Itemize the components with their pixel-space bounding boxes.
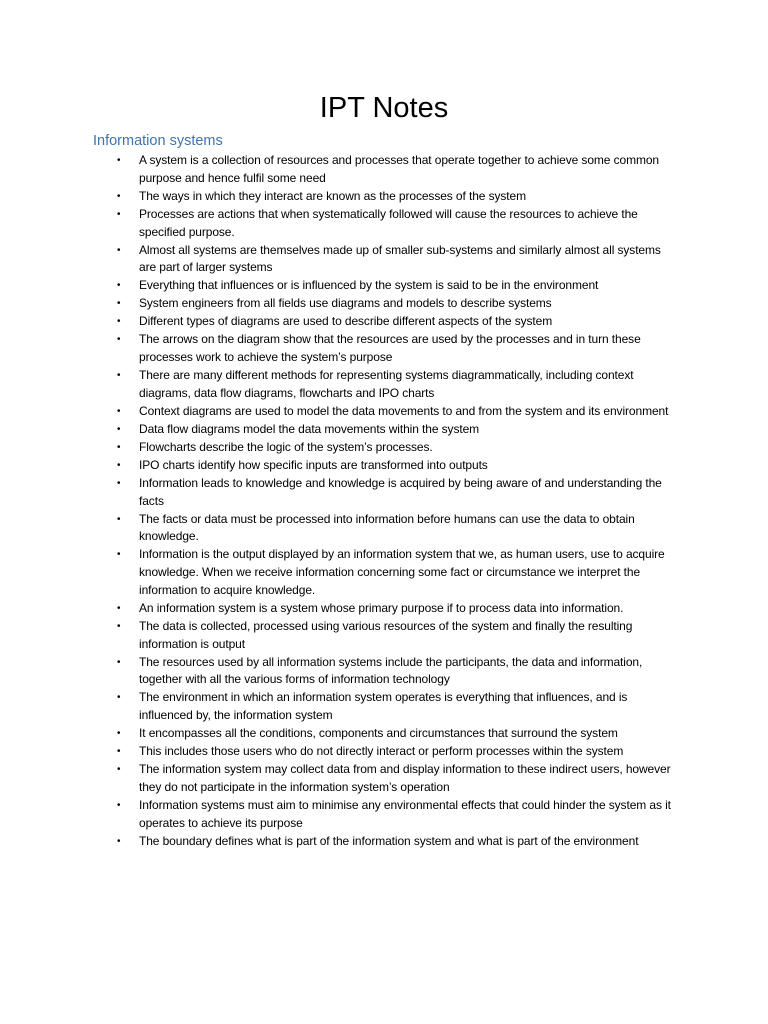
list-item-text: The boundary defines what is part of the information system and what is part of the environment [139,833,639,848]
list-item [0,277,768,295]
list-item-text: Processes are actions that when systematically followed will cause the resources to achieve the specified purpose. [139,206,638,239]
list-item [0,152,768,188]
list-item [0,475,768,511]
list-item-text: System engineers from all fields use diagrams and models to describe systems [139,296,552,311]
bullet-icon: • [117,280,121,292]
list-item [0,761,768,797]
bullet-icon: • [117,370,121,382]
list-item-text: This includes those users who do not directly interact or perform processes within the system [139,744,624,759]
bullet-icon: • [117,692,121,704]
list-item [0,188,768,206]
list-item [0,833,768,851]
list-item-text: It encompasses all the conditions, components and circumstances that surround the system [139,726,618,741]
list-item-text: IPO charts identify how specific inputs are transformed into outputs [139,457,488,472]
notes-list [0,152,768,851]
bullet-icon: • [117,477,121,489]
list-item [0,743,768,761]
bullet-icon: • [117,620,121,632]
list-item [0,439,768,457]
list-item-text: Flowcharts describe the logic of the system’s processes. [139,439,433,454]
list-item [0,403,768,421]
bullet-icon: • [117,208,121,220]
list-item-text: The data is collected, processed using various resources of the system and finally the resulting information is output [139,618,633,651]
bullet-icon: • [117,155,121,166]
list-item [0,618,768,654]
list-item-text: The ways in which they interact are known as the processes of the system [139,188,526,203]
list-item-text: A system is a collection of resources and processes that operate together to achieve some common purpose and hence fulfil some need [139,153,660,185]
bullet-icon: • [117,602,121,614]
list-item [0,457,768,475]
list-item [0,600,768,618]
list-item-text: The resources used by all information systems include the participants, the data and information, together with all the various forms of information technology [139,654,643,687]
bullet-icon: • [117,746,121,758]
list-item-text: Context diagrams are used to model the data movements to and from the system and its environment [139,403,669,418]
list-item [0,654,768,690]
section-heading: Information systems [93,133,223,149]
list-item [0,242,768,278]
list-item [0,546,768,599]
list-item-text: Data flow diagrams model the data movements within the system [139,421,480,436]
bullet-icon: • [117,441,121,453]
bullet-icon: • [117,423,121,435]
list-item-text: Everything that influences or is influenced by the system is said to be in the environment [139,278,599,293]
list-item-text: Information is the output displayed by an information system that we, as human users, use to acquire knowledge. When we receive information concerning some fact or circumstance we interpret the information to acquire knowledge. [139,547,665,597]
list-item-text: Information systems must aim to minimise any environmental effects that could hinder the system as it operates to achieve its purpose [139,798,671,830]
bullet-icon: • [117,728,121,740]
list-item [0,206,768,242]
document-title: IPT Notes [319,92,449,124]
bullet-icon: • [117,244,121,256]
list-item [0,797,768,833]
bullet-icon: • [117,405,121,417]
list-item-text: There are many different methods for representing systems diagrammatically, including context diagrams, data flow diagrams, flowcharts and IPO charts [139,368,634,400]
list-item [0,313,768,331]
list-item-text: The environment in which an information system operates is everything that influences, and is influenced by, the information system [139,690,628,723]
list-item-text: The arrows on the diagram show that the resources are used by the processes and in turn these processes work to achieve the system’s purpose [139,332,641,365]
list-item-text: The facts or data must be processed into information before humans can use the data to obtain knowledge. [139,511,635,544]
bullet-icon: • [117,316,121,328]
bullet-icon: • [117,190,121,202]
bullet-icon: • [117,800,121,811]
bullet-icon: • [117,656,121,668]
bullet-icon: • [117,549,121,561]
list-item [0,725,768,743]
list-item-text: Almost all systems are themselves made up of smaller sub-systems and similarly almost all systems are part of larger systems [139,242,661,275]
list-item [0,331,768,367]
list-item [0,689,768,725]
list-item-text: An information system is a system whose primary purpose if to process data into information. [139,600,624,615]
bullet-icon: • [117,764,121,776]
list-item [0,295,768,313]
bullet-icon: • [117,459,121,471]
list-item [0,421,768,439]
list-item-text: The information system may collect data from and display information to these indirect users, however they do not participate in the information system’s operation [139,762,671,795]
bullet-icon: • [117,298,121,310]
list-item-text: Different types of diagrams are used to describe different aspects of the system [139,314,553,329]
bullet-icon: • [117,334,121,346]
list-item-text: Information leads to knowledge and knowledge is acquired by being aware of and understanding the facts [139,475,662,508]
bullet-icon: • [117,835,121,847]
bullet-icon: • [117,513,121,525]
list-item [0,367,768,403]
list-item [0,511,768,547]
